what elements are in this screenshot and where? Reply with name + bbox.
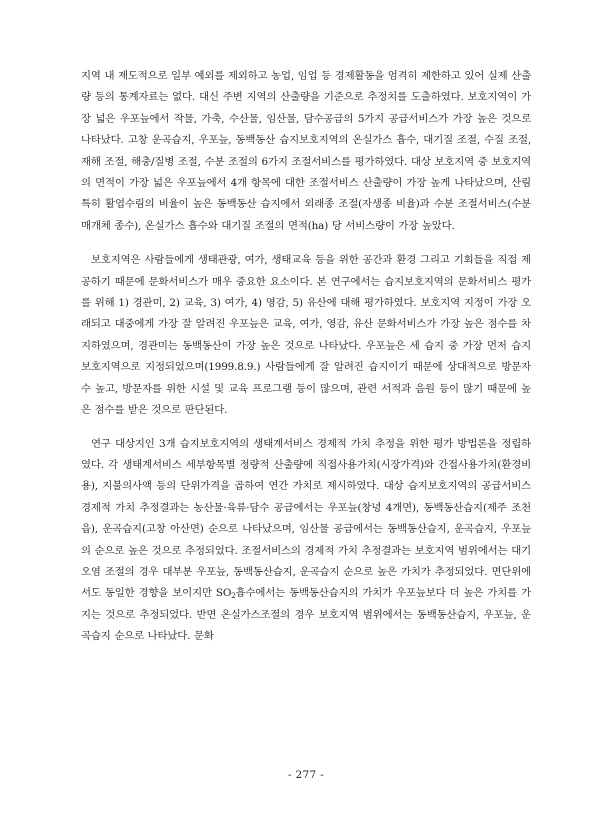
- paragraph-cultural-services: 보호지역은 사람들에게 생태관광, 여가, 생태교육 등을 위한 공간과 환경 그리고 기회들을 직접 제공하기 때문에 문화서비스가 매우 중요한 요소이다. 본 연구에서는 습지보호지역의 문화서비스 평가를 위해 1) 경관미, 2) 교육, 3) 여가, 4) 영감, 5) 유산에 대해 평가하였다. 보호지역 지정이 가장 오래되고 대중에게 가장 잘 알려진 우포늪은 교육, 여가, 영감, 유산 문화서비스가 가장 높은 점수를 차지하였으며, 경관미는 동백동산이 가장 높은 것으로 나타났다. 우포늪은 세 습지 중 가장 먼저 습지 보호지역으로 지정되었으며(1999.8.9.) 사람들에게 잘 알려진 습지이기 때문에 상대적으로 방문자 수 높고, 방문자를 위한 시설 및 교육 프로그램 등이 많으며, 관련 서적과 음원 등이 많기 때문에 높은 점수를 받은 것으로 판단된다.: [81, 254, 531, 417]
- economic-valuation-text-part1: 연구 대상지인 3개 습지보호지역의 생태계서비스 경제적 가치 추정을 위한 평가 방법론을 정립하였다. 각 생태계서비스 세부항목별 정량적 산출량에 직접사용가치(시장가격)와 간접사용가치(환경비용), 지불의사액 등의 단위가격을 곱하여 연간 가치로 제시하였다. 대상 습지보호지역의 공급서비스 경제적 가치 추정결과는 농산물·육류·담수 공급에서는 우포늪(창녕 4개면), 동백동산습지(제주 조천읍), 운곡습지(고창 아산면) 순으로 나타났으며, 임산물 공급에서는 동백동산습지, 운곡습지, 우포늪의 순으로 높은 것으로 추정되었다. 조절서비스의 경제적 가치 추정결과는 보호지역 범위에서는 대기오염 조절의 경우 대부분 우포늪, 동백동산습지, 운곡습지 순으로 높은 가치가 추정되었다. 면단위에서도 동일한 경향을 보이지만 SO: [81, 437, 531, 600]
- so2-subscript: 2: [231, 592, 236, 601]
- paragraph-provisioning-regulating: 지역 내 제도적으로 일부 예외를 제외하고 농업, 임업 등 경제활동을 엄격히 제한하고 있어 실제 산출량 등의 통계자료는 없다. 대신 주변 지역의 산출량을 기준으로 추정치를 도출하였다. 보호지역이 가장 넓은 우포늪에서 작물, 가축, 수산물, 임산물, 담수공급의 5가지 공급서비스가 가장 높은 것으로 나타났다. 고창 운곡습지, 우포늪, 동백동산 습지보호지역의 온실가스 흡수, 대기질 조절, 수질 조절, 재해 조절, 해충/질병 조절, 수분 조절의 6가지 조절서비스를 평가하였다. 대상 보호지역 중 보호지역의 면적이 가장 넓은 우포늪에서 4개 항목에 대한 조절서비스 산출량이 가장 높게 나타났으며, 산림 특히 활엽수림의 비율이 높은 동백동산 습지에서 외래종 조절(자생종 비율)과 수분 조절서비스(수분매개체 종수), 온실가스 흡수와 대기질 조절의 면적(ha) 당 서비스량이 가장 높았다.: [81, 70, 531, 232]
- page-number: - 277 -: [288, 769, 324, 781]
- paragraph-economic-valuation: [81, 434, 531, 648]
- document-body: [81, 66, 531, 648]
- economic-valuation-text-part2: 흡수에서는 동백동산습지의 가치가 우포늪보다 더 높은 가치를 가지는 것으로 추정되었다. 반면 온실가스조절의 경우 보호지역 범위에서는 동백동산습지, 우포늪, 운곡습지 순으로 나타났다. 문화: [81, 587, 531, 643]
